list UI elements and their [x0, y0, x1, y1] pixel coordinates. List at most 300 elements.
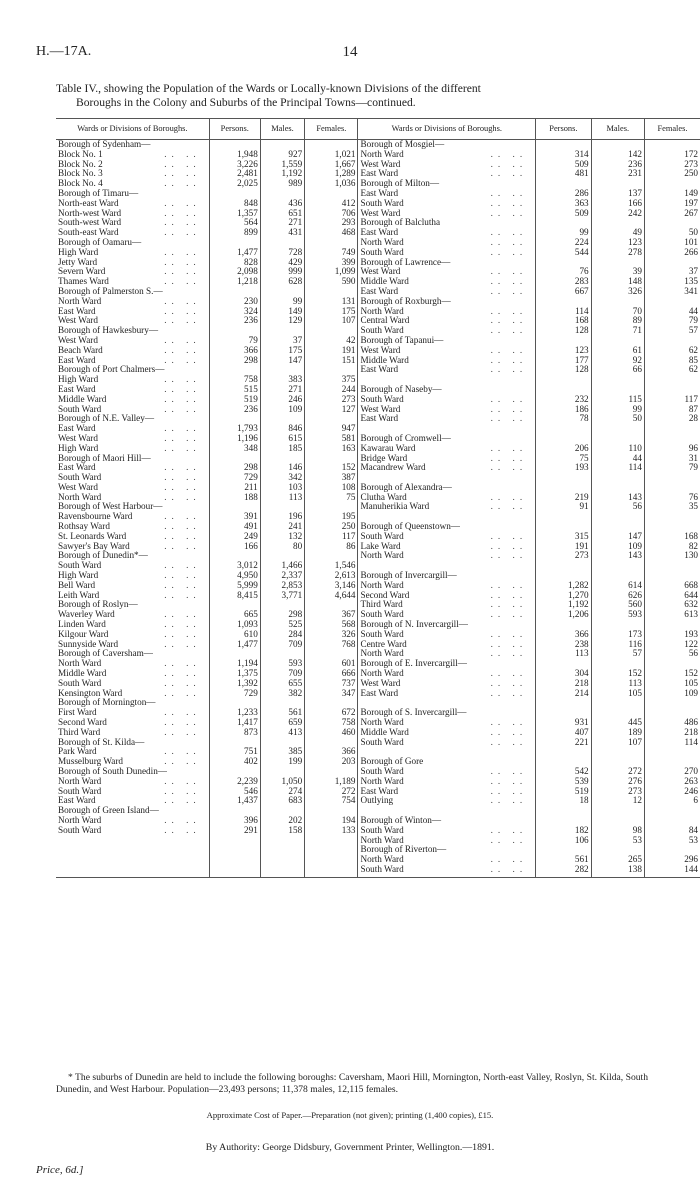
right-persons-cell: 177	[536, 356, 592, 366]
left-ward-name: Leith Ward	[58, 589, 100, 600]
right-ward-name: East Ward	[360, 785, 399, 796]
left-ward-name: North Ward	[58, 658, 102, 669]
right-males-cell: 71	[591, 326, 644, 336]
right-ward-name: South Ward	[360, 393, 404, 404]
left-females-cell: 706	[305, 209, 358, 219]
col-header-females-right: Females.	[644, 119, 700, 140]
leader-dots: .. ..	[164, 344, 201, 355]
right-females-cell: 53	[688, 834, 698, 845]
right-borough-heading: Borough of Tapanui—	[358, 336, 536, 346]
leader-dots: .. ..	[164, 227, 201, 238]
right-persons-cell: 315	[536, 532, 592, 542]
leader-dots: .. ..	[164, 374, 201, 385]
right-ward-name: West Ward	[360, 266, 401, 277]
left-empty-cell	[209, 855, 260, 865]
left-empty-cell	[260, 855, 304, 865]
right-borough-heading: Borough of Cromwell—	[358, 434, 536, 444]
left-persons-cell: 1,477	[209, 248, 260, 258]
right-persons-cell: 128	[536, 326, 592, 336]
right-females-cell: 50	[688, 227, 698, 238]
right-persons-cell: 191	[536, 542, 592, 552]
leader-dots: .. ..	[164, 207, 201, 218]
left-persons-cell: 2,025	[209, 179, 260, 189]
left-males-cell: 728	[260, 248, 304, 258]
right-males-cell: 110	[591, 444, 644, 454]
left-ward-name: North Ward	[58, 775, 102, 786]
leader-dots: .. ..	[490, 795, 528, 806]
left-ward-name: East Ward	[58, 795, 96, 806]
right-empty-cell	[591, 424, 644, 434]
right-persons-cell: 481	[536, 169, 592, 179]
left-males-cell: 431	[260, 228, 304, 238]
left-males-cell: 709	[260, 669, 304, 679]
leader-dots: .. ..	[490, 736, 528, 747]
right-ward-name: South Ward	[360, 824, 404, 835]
leader-dots: .. ..	[490, 305, 528, 316]
right-ward-name: West Ward	[360, 677, 401, 688]
right-females-cell: 82	[688, 540, 698, 551]
right-persons-cell: 363	[536, 199, 592, 209]
left-males-cell: 1,559	[260, 160, 304, 170]
document-code: H.—17A.	[36, 44, 92, 59]
leader-dots: .. ..	[490, 266, 528, 277]
right-males-cell: 138	[591, 865, 644, 875]
left-persons-cell: 2,098	[209, 267, 260, 277]
right-empty-cell	[591, 375, 644, 385]
left-males-cell: 651	[260, 209, 304, 219]
left-males-cell: 109	[260, 405, 304, 415]
left-males-cell: 659	[260, 718, 304, 728]
right-females-cell: 114	[684, 736, 698, 747]
left-ward-name: South Ward	[58, 824, 102, 835]
right-ward-cell	[358, 414, 536, 424]
col-header-males-right: Males.	[591, 119, 644, 140]
right-borough-heading: Borough of Lawrence—	[358, 258, 536, 268]
table-row	[56, 414, 700, 424]
left-females-cell: 666	[305, 669, 358, 679]
right-empty-cell	[591, 747, 644, 757]
left-ward-name: High Ward	[58, 570, 99, 581]
left-persons-cell: 366	[209, 346, 260, 356]
left-persons-cell: 1,375	[209, 669, 260, 679]
left-persons-cell: 491	[209, 522, 260, 532]
right-empty-cell	[536, 512, 592, 522]
left-ward-name: Block No. 1	[58, 148, 103, 159]
leader-dots: .. ..	[164, 687, 201, 698]
right-ward-cell	[358, 865, 536, 875]
left-ward-name: Kensington Ward	[58, 687, 123, 698]
left-persons-cell: 188	[209, 493, 260, 503]
left-empty-cell	[209, 845, 260, 855]
right-persons-cell: 539	[536, 777, 592, 787]
left-persons-cell: 729	[209, 689, 260, 699]
right-females-cell: 270	[684, 766, 698, 776]
leader-dots: .. ..	[164, 609, 201, 620]
right-ward-name: South Ward	[360, 197, 404, 208]
left-males-cell: 846	[260, 424, 304, 434]
right-ward-name: Outlying	[360, 795, 394, 806]
right-males-cell: 231	[591, 169, 644, 179]
left-borough-heading: Borough of Roslyn—	[56, 600, 209, 610]
left-males-cell: 655	[260, 679, 304, 689]
right-borough-heading: Borough of Winton—	[358, 816, 536, 826]
right-females-cell: 6	[693, 795, 698, 806]
left-ward-name: Ravensbourne Ward	[58, 511, 133, 522]
left-females-cell: 272	[305, 787, 358, 797]
right-borough-heading: Borough of Queenstown—	[358, 522, 536, 532]
left-persons-cell: 873	[209, 728, 260, 738]
table-row	[56, 365, 700, 375]
leader-dots: .. ..	[490, 325, 528, 336]
leader-dots: .. ..	[490, 491, 528, 502]
bottom-rule-cell	[305, 875, 358, 878]
right-females-cell: 266	[684, 246, 698, 257]
left-females-cell: 108	[305, 483, 358, 493]
right-males-cell: 109	[591, 542, 644, 552]
left-persons-cell: 1,196	[209, 434, 260, 444]
leader-dots: .. ..	[164, 305, 201, 316]
right-ward-name: North Ward	[360, 579, 404, 590]
footnote: * The suburbs of Dunedin are held to include the following boroughs: Caversham, Maori Hill, Mornington, North-east Valley, Roslyn, St. Kilda, South Dunedin, and West Harbour. Population—23,493 persons; 11,378 males, 12,115 females.	[56, 1072, 648, 1095]
left-borough-heading: Borough of Caversham—	[56, 649, 209, 659]
left-persons-cell: 1,417	[209, 718, 260, 728]
left-persons-cell: 1,948	[209, 150, 260, 160]
right-ward-name: South Ward	[360, 325, 404, 336]
left-females-cell: 107	[305, 316, 358, 326]
left-persons-cell: 4,950	[209, 571, 260, 581]
price-note: Price, 6d.]	[36, 1164, 84, 1176]
left-males-cell: 246	[260, 395, 304, 405]
right-ward-cell	[358, 502, 536, 512]
left-ward-name: South-east Ward	[58, 227, 119, 238]
right-persons-cell: 561	[536, 855, 592, 865]
left-females-cell: 117	[305, 532, 358, 542]
right-empty-cell	[644, 698, 700, 708]
right-males-cell: 116	[591, 640, 644, 650]
left-females-cell: 399	[305, 258, 358, 268]
left-empty-cell	[305, 855, 358, 865]
left-ward-name: Musselburg Ward	[58, 756, 124, 767]
left-persons-cell: 236	[209, 316, 260, 326]
left-males-cell: 37	[260, 336, 304, 346]
left-males-cell: 342	[260, 473, 304, 483]
leader-dots: .. ..	[490, 609, 528, 620]
left-borough-heading: Borough of Timaru—	[56, 189, 209, 199]
leader-dots: .. ..	[164, 726, 201, 737]
left-ward-name: West Ward	[58, 481, 98, 492]
left-ward-name: Block No. 3	[58, 168, 103, 179]
left-empty-cell	[209, 865, 260, 875]
right-persons-cell: 286	[536, 189, 592, 199]
left-males-cell: 199	[260, 757, 304, 767]
header-row	[56, 119, 700, 140]
leader-dots: .. ..	[164, 746, 201, 757]
right-borough-heading: Borough of Riverton—	[358, 845, 536, 855]
left-females-cell: 412	[305, 199, 358, 209]
left-ward-name: High Ward	[58, 442, 99, 453]
right-ward-name: Centre Ward	[360, 638, 407, 649]
leader-dots: .. ..	[164, 266, 201, 277]
left-borough-heading: Borough of Dunedin*—	[56, 551, 209, 561]
right-females-cell: 613	[684, 609, 698, 620]
right-males-cell: 123	[591, 238, 644, 248]
right-empty-cell	[644, 473, 700, 483]
right-females-cell: 105	[684, 677, 698, 688]
left-females-cell: 244	[305, 385, 358, 395]
table-title-line-2: Boroughs in the Colony and Suburbs of the Principal Towns—continued.	[76, 96, 416, 109]
leader-dots: .. ..	[164, 334, 201, 345]
right-borough-heading: Borough of Gore	[358, 757, 536, 767]
right-males-cell: 49	[591, 228, 644, 238]
left-females-cell: 163	[305, 444, 358, 454]
left-persons-cell: 298	[209, 463, 260, 473]
left-ward-name: South Ward	[58, 785, 102, 796]
right-persons-cell: 219	[536, 493, 592, 503]
right-ward-name: Central Ward	[360, 315, 410, 326]
right-males-cell: 66	[591, 365, 644, 375]
left-females-cell: 590	[305, 277, 358, 287]
left-ward-name: Bell Ward	[58, 579, 96, 590]
right-persons-cell: 931	[536, 718, 592, 728]
leader-dots: .. ..	[164, 756, 201, 767]
left-ward-name: High Ward	[58, 374, 99, 385]
right-ward-name: South Ward	[360, 628, 404, 639]
right-persons-cell: 1,282	[536, 581, 592, 591]
left-males-cell: 927	[260, 150, 304, 160]
right-borough-heading: Borough of Roxburgh—	[358, 297, 536, 307]
right-persons-cell: 182	[536, 826, 592, 836]
right-empty-cell	[591, 698, 644, 708]
left-persons-cell: 1,093	[209, 620, 260, 630]
right-empty-cell	[536, 806, 592, 816]
right-females-cell: 130	[684, 550, 698, 561]
right-persons-cell: 114	[536, 307, 592, 317]
right-males-cell: 272	[591, 767, 644, 777]
left-ward-name: Sunnyside Ward	[58, 638, 119, 649]
left-persons-cell: 1,477	[209, 640, 260, 650]
left-females-cell: 1,189	[305, 777, 358, 787]
right-females-cell: 117	[684, 393, 698, 404]
right-empty-cell	[536, 375, 592, 385]
left-males-cell: 615	[260, 434, 304, 444]
right-persons-cell: 509	[536, 209, 592, 219]
left-males-cell: 196	[260, 512, 304, 522]
left-males-cell: 99	[260, 297, 304, 307]
page-number: 14	[342, 44, 358, 60]
leader-dots: .. ..	[490, 854, 528, 865]
right-females-cell: 144	[684, 863, 698, 874]
left-males-cell: 271	[260, 385, 304, 395]
right-males-cell: 61	[591, 346, 644, 356]
right-persons-cell: 99	[536, 228, 592, 238]
leader-dots: .. ..	[490, 227, 528, 238]
right-females-cell: 85	[688, 354, 698, 365]
left-persons-cell: 391	[209, 512, 260, 522]
right-persons-cell: 123	[536, 346, 592, 356]
right-persons-cell: 113	[536, 649, 592, 659]
left-females-cell: 367	[305, 610, 358, 620]
right-persons-cell: 304	[536, 669, 592, 679]
leader-dots: .. ..	[490, 648, 528, 659]
left-males-cell: 129	[260, 316, 304, 326]
right-persons-cell: 75	[536, 454, 592, 464]
right-empty-cell	[536, 698, 592, 708]
leader-dots: .. ..	[164, 383, 201, 394]
leader-dots: .. ..	[164, 423, 201, 434]
right-empty-cell	[591, 806, 644, 816]
leader-dots: .. ..	[164, 276, 201, 287]
right-empty-cell	[536, 473, 592, 483]
left-persons-cell: 236	[209, 405, 260, 415]
leader-dots: .. ..	[164, 168, 201, 179]
leader-dots: .. ..	[490, 717, 528, 728]
left-persons-cell: 402	[209, 757, 260, 767]
right-empty-cell	[591, 512, 644, 522]
left-females-cell: 3,146	[305, 581, 358, 591]
right-persons-cell: 366	[536, 630, 592, 640]
left-ward-name: Linden Ward	[58, 619, 106, 630]
left-borough-heading: Borough of N.E. Valley—	[56, 414, 209, 424]
right-ward-name: Lake Ward	[360, 540, 401, 551]
left-females-cell: 568	[305, 620, 358, 630]
right-empty-cell	[591, 561, 644, 571]
right-females-cell: 197	[684, 197, 698, 208]
left-ward-name: East Ward	[58, 383, 96, 394]
left-ward-name: South-west Ward	[58, 217, 122, 228]
right-empty-cell	[591, 473, 644, 483]
right-females-cell: 632	[684, 599, 698, 610]
leader-dots: .. ..	[164, 197, 201, 208]
left-empty-cell	[260, 836, 304, 846]
left-persons-cell: 348	[209, 444, 260, 454]
right-empty-cell	[644, 512, 700, 522]
right-males-cell: 56	[591, 502, 644, 512]
left-persons-cell: 515	[209, 385, 260, 395]
left-females-cell: 347	[305, 689, 358, 699]
right-ward-cell	[358, 796, 536, 806]
left-females-cell: 758	[305, 718, 358, 728]
leader-dots: .. ..	[164, 354, 201, 365]
leader-dots: .. ..	[490, 462, 528, 473]
right-males-cell: 115	[591, 395, 644, 405]
left-persons-cell: 2,239	[209, 777, 260, 787]
right-females-cell: 84	[688, 824, 698, 835]
right-ward-name: South Ward	[360, 736, 404, 747]
leader-dots: .. ..	[164, 246, 201, 257]
leader-dots: .. ..	[164, 560, 201, 571]
left-persons-cell: 899	[209, 228, 260, 238]
right-empty-cell	[644, 747, 700, 757]
left-persons-cell: 230	[209, 297, 260, 307]
left-females-cell: 250	[305, 522, 358, 532]
left-females-cell: 375	[305, 375, 358, 385]
left-females-cell: 191	[305, 346, 358, 356]
bottom-rule-cell	[358, 875, 536, 878]
right-empty-cell	[644, 375, 700, 385]
left-ward-name: Middle Ward	[58, 393, 107, 404]
left-males-cell: 132	[260, 532, 304, 542]
right-females-cell: 35	[688, 501, 698, 512]
left-females-cell: 672	[305, 708, 358, 718]
right-persons-cell: 186	[536, 405, 592, 415]
left-males-cell: 146	[260, 463, 304, 473]
right-females-cell: 37	[688, 266, 698, 277]
leader-dots: .. ..	[490, 246, 528, 257]
left-persons-cell: 298	[209, 356, 260, 366]
right-ward-name: Macandrew Ward	[360, 462, 426, 473]
left-ward-name: South Ward	[58, 403, 102, 414]
left-persons-cell: 249	[209, 532, 260, 542]
right-persons-cell: 221	[536, 738, 592, 748]
left-males-cell: 382	[260, 689, 304, 699]
left-persons-cell: 1,437	[209, 796, 260, 806]
left-persons-cell: 324	[209, 307, 260, 317]
right-ward-name: Middle Ward	[360, 276, 409, 287]
right-ward-name: Bridge Ward	[360, 452, 408, 463]
right-females-cell: 218	[684, 726, 698, 737]
left-persons-cell: 291	[209, 826, 260, 836]
right-males-cell: 142	[591, 150, 644, 160]
left-males-cell: 202	[260, 816, 304, 826]
right-males-cell: 114	[591, 463, 644, 473]
left-ward-name: Jetty Ward	[58, 256, 98, 267]
right-persons-cell: 168	[536, 316, 592, 326]
right-ward-name: North Ward	[360, 775, 404, 786]
right-borough-heading: Borough of N. Invercargill—	[358, 620, 536, 630]
left-females-cell: 1,099	[305, 267, 358, 277]
col-header-females-left: Females.	[305, 119, 358, 140]
right-females-cell: 152	[684, 668, 698, 679]
leader-dots: .. ..	[490, 550, 528, 561]
left-males-cell: 80	[260, 542, 304, 552]
right-males-cell: 105	[591, 689, 644, 699]
right-persons-cell: 218	[536, 679, 592, 689]
bottom-rule-cell	[644, 875, 700, 878]
right-ward-name: North Ward	[360, 305, 404, 316]
right-borough-heading: Borough of Balclutha	[358, 218, 536, 228]
left-persons-cell: 211	[209, 483, 260, 493]
leader-dots: .. ..	[490, 442, 528, 453]
left-borough-heading: Borough of Sydenham—	[56, 140, 209, 150]
left-persons-cell: 3,226	[209, 160, 260, 170]
left-empty-cell	[305, 836, 358, 846]
left-empty-cell	[56, 865, 209, 875]
right-males-cell: 89	[591, 316, 644, 326]
left-males-cell: 3,771	[260, 591, 304, 601]
left-ward-name: East Ward	[58, 423, 96, 434]
right-ward-cell	[358, 365, 536, 375]
left-ward-name: North Ward	[58, 814, 102, 825]
right-females-cell: 28	[688, 413, 698, 424]
left-empty-cell	[260, 845, 304, 855]
right-ward-name: North Ward	[360, 236, 404, 247]
leader-dots: .. ..	[164, 521, 201, 532]
right-males-cell: 113	[591, 679, 644, 689]
left-empty-cell	[305, 845, 358, 855]
left-persons-cell: 1,218	[209, 277, 260, 287]
right-borough-heading: Borough of S. Invercargill—	[358, 708, 536, 718]
right-ward-name: East Ward	[360, 168, 399, 179]
bottom-rule-cell	[209, 875, 260, 878]
left-empty-cell	[305, 865, 358, 875]
left-males-cell: 989	[260, 179, 304, 189]
right-ward-name: West Ward	[360, 158, 401, 169]
left-males-cell: 683	[260, 796, 304, 806]
right-empty-cell	[644, 561, 700, 571]
left-ward-name: South Ward	[58, 560, 102, 571]
leader-dots: .. ..	[490, 315, 528, 326]
right-persons-cell: 76	[536, 267, 592, 277]
